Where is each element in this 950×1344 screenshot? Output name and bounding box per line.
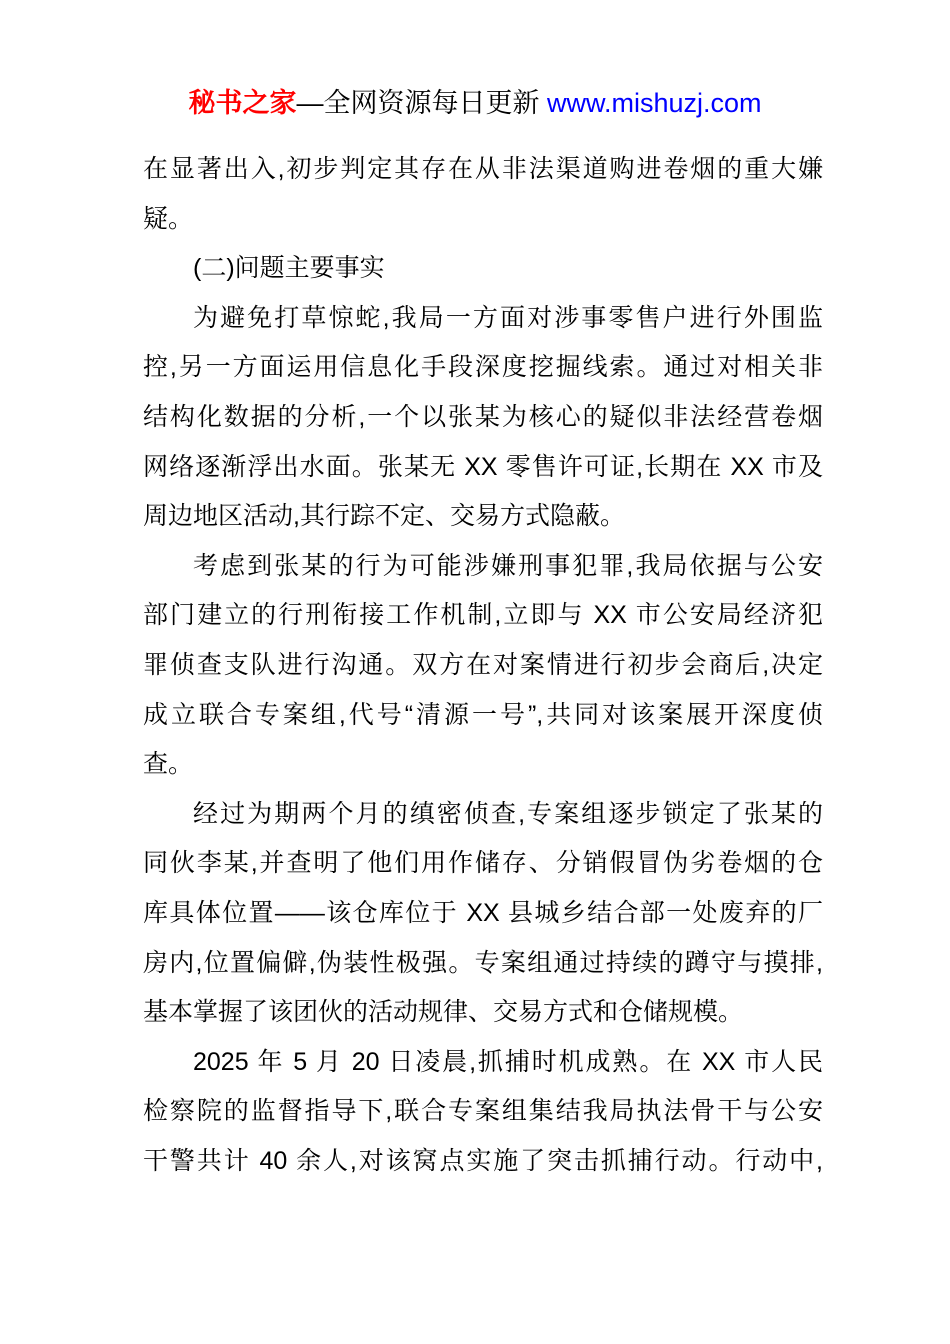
text-line: 干警共计 40 余人,对该窝点实施了突击抓捕行动。行动中,	[143, 1146, 823, 1175]
document-body	[143, 145, 823, 1186]
text-line: 部门建立的行刑衔接工作机制,立即与 XX 市公安局经济犯	[143, 601, 823, 630]
site-url-link[interactable]: www.mishuzj.com	[546, 88, 762, 118]
text-line: 房内,位置偏僻,伪装性极强。专案组通过持续的蹲守与摸排,	[143, 948, 823, 977]
text-line: 控,另一方面运用信息化手段深度挖掘线索。通过对相关非	[143, 353, 823, 382]
text-line: 网络逐渐浮出水面。张某无 XX 零售许可证,长期在 XX 市及	[143, 452, 823, 481]
text-line: 2025 年 5 月 20 日凌晨,抓捕时机成熟。在 XX 市人民	[193, 1047, 823, 1076]
text-line: 查。	[143, 750, 194, 779]
text-line: 周边地区活动,其行踪不定、交易方式隐蔽。	[143, 502, 625, 531]
text-line: 库具体位置——该仓库位于 XX 县城乡结合部一处废弃的厂	[143, 898, 823, 927]
site-name: 秘书之家	[188, 88, 297, 118]
text-line: 为避免打草惊蛇,我局一方面对涉事零售户进行外围监	[193, 303, 823, 332]
text-line: 在显著出入,初步判定其存在从非法渠道购进卷烟的重大嫌	[143, 155, 823, 183]
text-line: 疑。	[143, 204, 194, 233]
site-header	[0, 86, 950, 120]
site-tagline: —全网资源每日更新	[296, 88, 547, 118]
text-line: 罪侦查支队进行沟通。双方在对案情进行初步会商后,决定	[143, 650, 823, 679]
text-line: 考虑到张某的行为可能涉嫌刑事犯罪,我局依据与公安	[193, 551, 823, 580]
text-line: 基本掌握了该团伙的活动规律、交易方式和仓储规模。	[143, 998, 744, 1027]
text-line: 成立联合专案组,代号“清源一号”,共同对该案展开深度侦	[143, 700, 823, 729]
text-line: 同伙李某,并查明了他们用作储存、分销假冒伪劣卷烟的仓	[143, 849, 823, 878]
text-line: 结构化数据的分析,一个以张某为核心的疑似非法经营卷烟	[143, 402, 823, 431]
text-line: (二)问题主要事实	[193, 254, 385, 283]
text-line: 经过为期两个月的缜密侦查,专案组逐步锁定了张某的	[193, 799, 823, 828]
text-line: 检察院的监督指导下,联合专案组集结我局执法骨干与公安	[143, 1097, 823, 1126]
